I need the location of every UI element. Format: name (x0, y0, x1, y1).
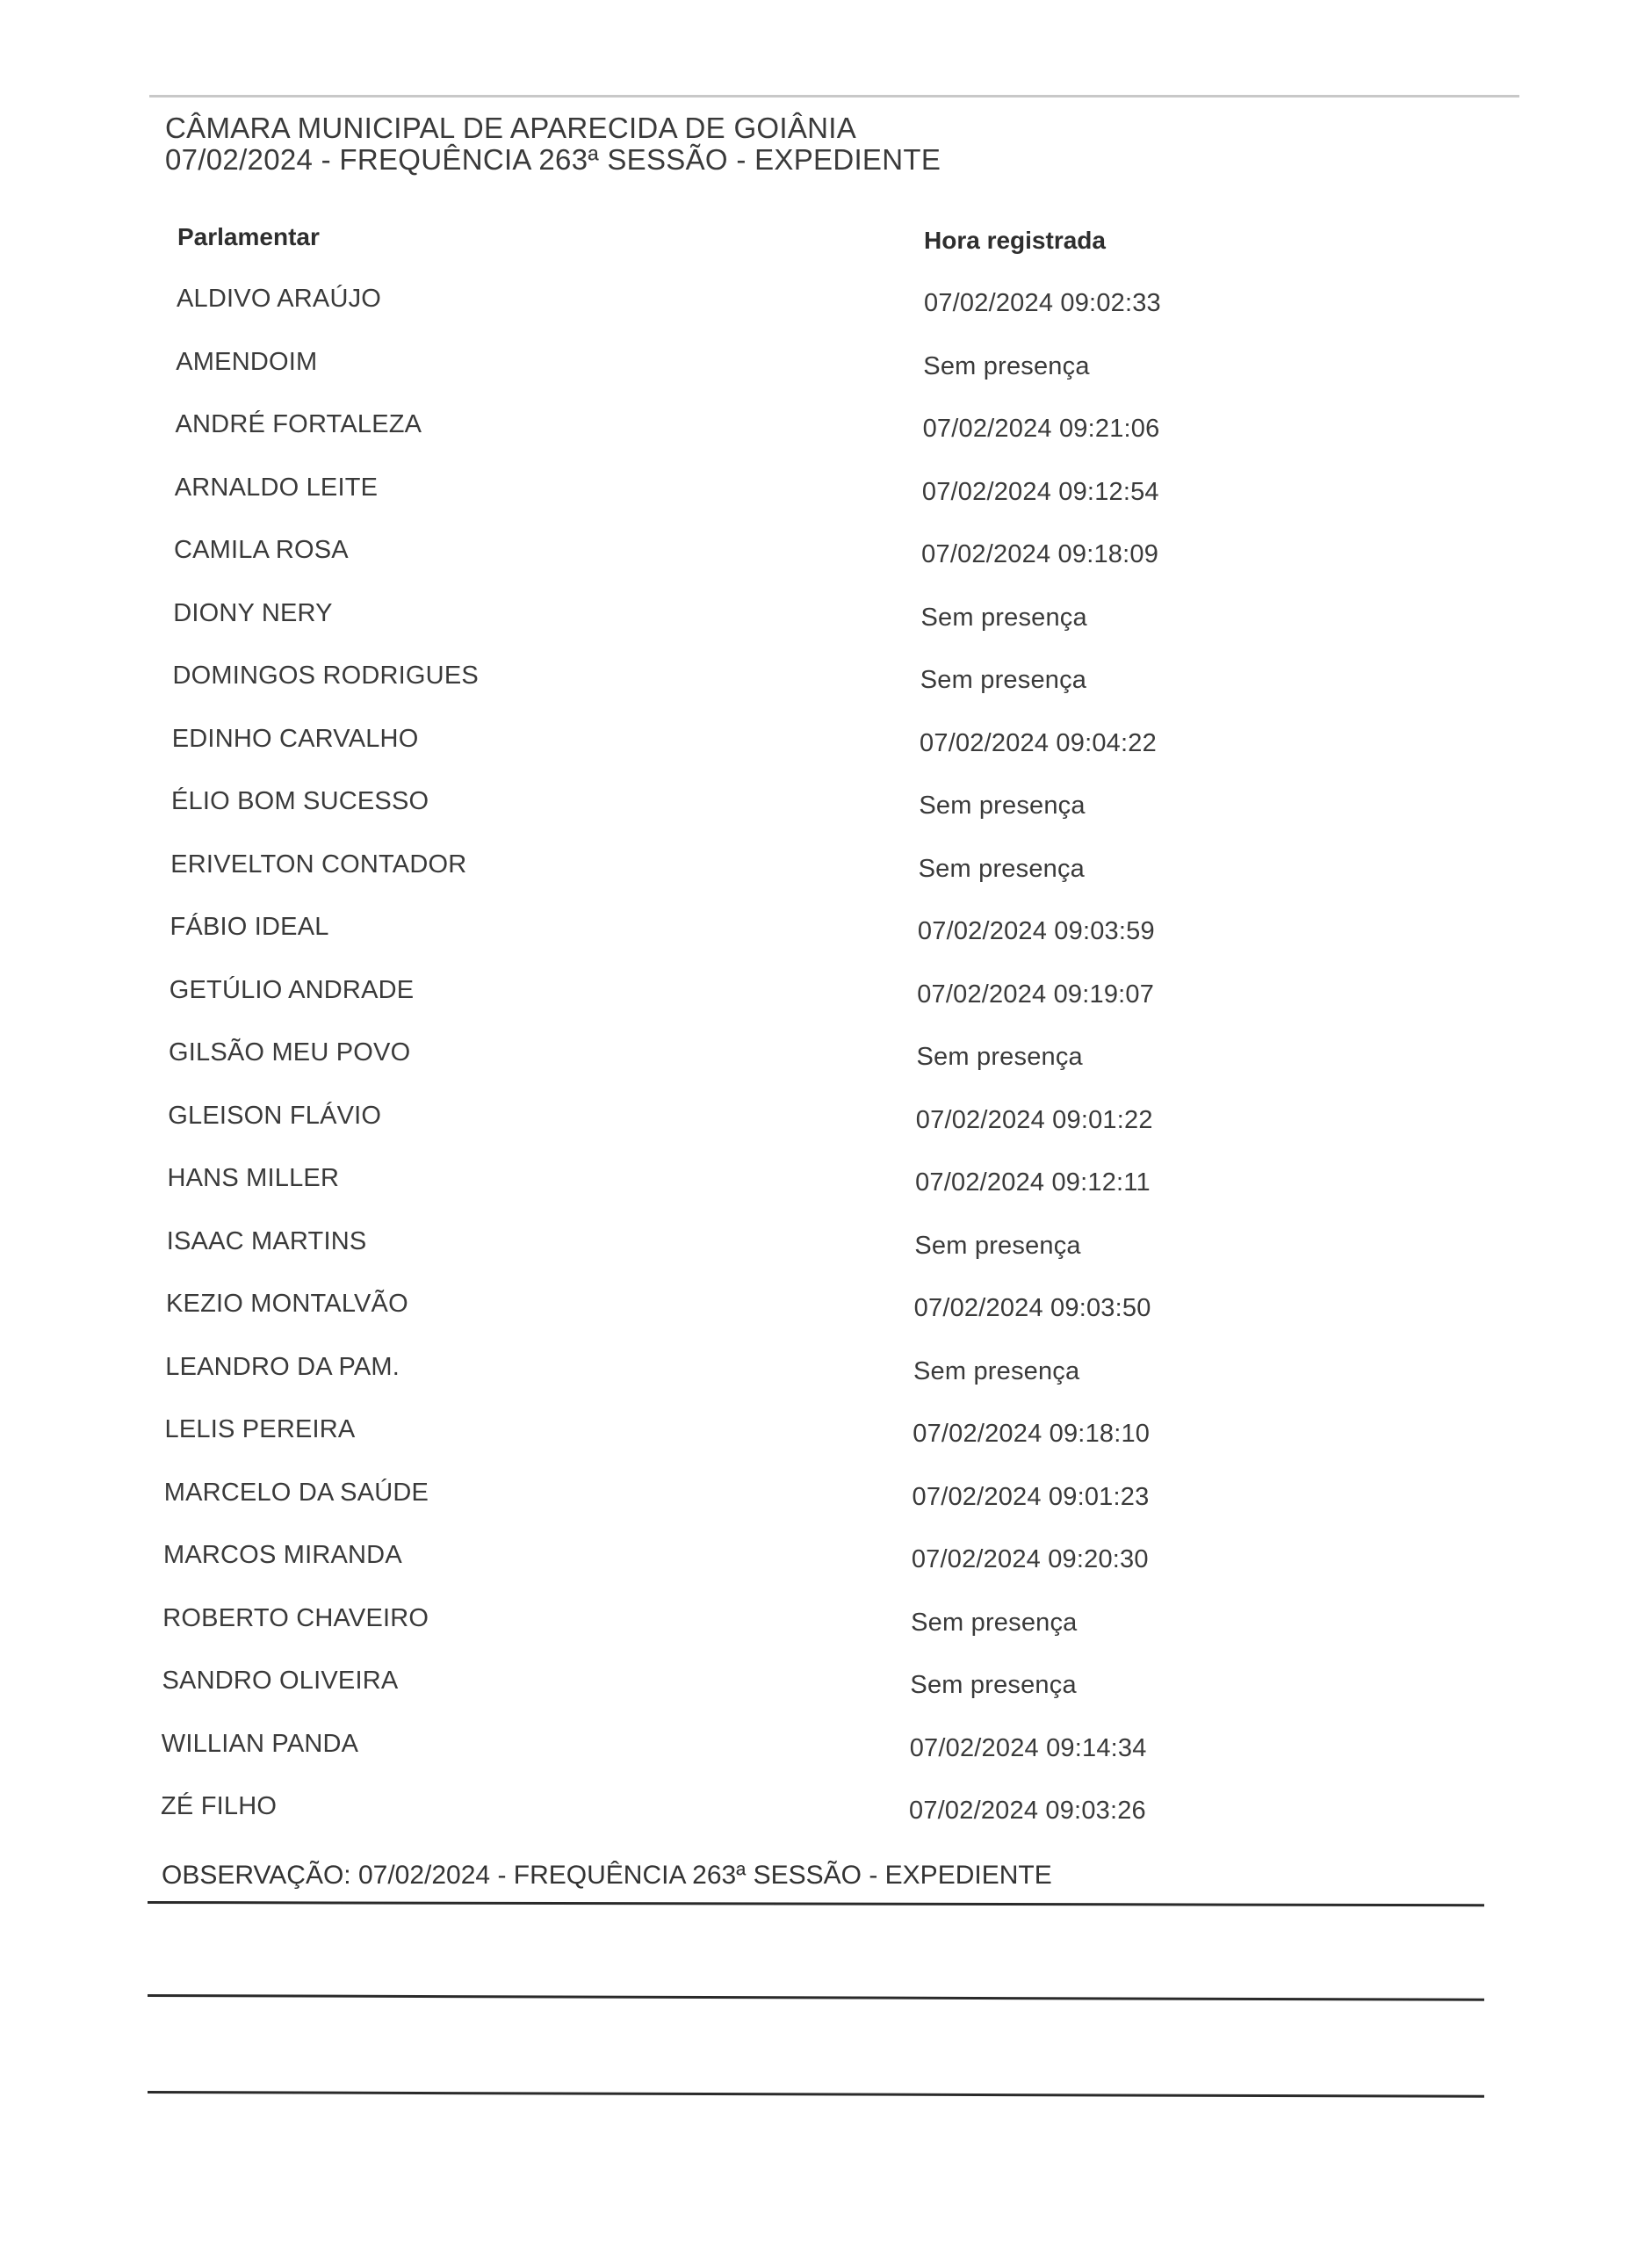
signature-line (148, 1901, 1484, 1906)
parlamentar-name: FÁBIO IDEAL (170, 913, 329, 941)
parlamentar-name: ROBERTO CHAVEIRO (162, 1603, 429, 1632)
observacao-text: OBSERVAÇÃO: 07/02/2024 - FREQUÊNCIA 263ª SESSÃO - EXPEDIENTE (162, 1861, 1052, 1890)
hora-registrada: Sem presença (920, 666, 1087, 694)
parlamentar-name: CAMILA ROSA (174, 536, 349, 564)
column-header-parlamentar: Parlamentar (177, 223, 320, 250)
parlamentar-name: EDINHO CARVALHO (171, 724, 419, 753)
hora-registrada: 07/02/2024 09:18:09 (921, 540, 1159, 568)
parlamentar-name: ERIVELTON CONTADOR (170, 850, 467, 879)
hora-registrada: 07/02/2024 09:12:11 (915, 1168, 1151, 1197)
hora-registrada: Sem presença (923, 351, 1090, 380)
hora-registrada: 07/02/2024 09:18:10 (913, 1420, 1151, 1448)
parlamentar-name: MARCOS MIRANDA (163, 1541, 402, 1569)
hora-registrada: 07/02/2024 09:03:59 (917, 917, 1155, 945)
parlamentar-name: GILSÃO MEU POVO (169, 1038, 411, 1067)
parlamentar-name: DOMINGOS RODRIGUES (172, 662, 479, 690)
hora-registrada: 07/02/2024 09:14:34 (909, 1733, 1147, 1762)
hora-registrada: 07/02/2024 09:03:50 (913, 1294, 1151, 1322)
parlamentar-name: WILLIAN PANDA (161, 1729, 359, 1758)
signature-line (148, 1994, 1484, 2001)
hora-registrada: 07/02/2024 09:01:22 (915, 1105, 1153, 1134)
parlamentar-name: ISAAC MARTINS (166, 1226, 367, 1255)
top-rule (149, 95, 1519, 98)
parlamentar-name: ZÉ FILHO (161, 1792, 278, 1820)
hora-registrada: Sem presença (919, 792, 1086, 820)
parlamentar-name: LEANDRO DA PAM. (165, 1352, 400, 1381)
column-header-hora-registrada: Hora registrada (924, 227, 1106, 254)
hora-registrada: Sem presença (916, 1043, 1083, 1071)
hora-registrada: 07/02/2024 09:12:54 (921, 477, 1159, 506)
parlamentar-name: MARCELO DA SAÚDE (163, 1478, 429, 1507)
parlamentar-name: ANDRÉ FORTALEZA (175, 410, 422, 438)
hora-registrada: Sem presença (914, 1231, 1081, 1260)
institution-title: CÂMARA MUNICIPAL DE APARECIDA DE GOIÂNIA (165, 112, 857, 144)
parlamentar-name: LELIS PEREIRA (164, 1415, 356, 1443)
hora-registrada: 07/02/2024 09:01:23 (912, 1482, 1150, 1511)
parlamentar-name: HANS MILLER (167, 1164, 340, 1192)
hora-registrada: 07/02/2024 09:19:07 (917, 980, 1155, 1009)
session-title: 07/02/2024 - FREQUÊNCIA 263ª SESSÃO - EXPEDIENTE (165, 143, 941, 176)
hora-registrada: 07/02/2024 09:03:26 (909, 1797, 1146, 1825)
hora-registrada: Sem presença (910, 1671, 1077, 1699)
signature-line (148, 2091, 1484, 2098)
parlamentar-name: ALDIVO ARAÚJO (177, 285, 382, 313)
hora-registrada: Sem presença (911, 1608, 1078, 1637)
parlamentar-name: GLEISON FLÁVIO (168, 1101, 382, 1130)
parlamentar-name: ARNALDO LEITE (174, 473, 379, 502)
parlamentar-name: SANDRO OLIVEIRA (162, 1667, 399, 1695)
hora-registrada: Sem presença (920, 603, 1087, 632)
parlamentar-name: DIONY NERY (173, 598, 333, 627)
hora-registrada: 07/02/2024 09:21:06 (922, 415, 1160, 443)
hora-registrada: 07/02/2024 09:04:22 (920, 728, 1157, 757)
document-header (165, 112, 941, 176)
hora-registrada: Sem presença (913, 1356, 1080, 1385)
parlamentar-name: KEZIO MONTALVÃO (166, 1290, 408, 1318)
parlamentar-name: ÉLIO BOM SUCESSO (171, 787, 429, 815)
parlamentar-name: GETÚLIO ANDRADE (169, 975, 415, 1004)
parlamentar-name: AMENDOIM (176, 347, 318, 376)
hora-registrada: 07/02/2024 09:02:33 (924, 289, 1161, 317)
hora-registrada: Sem presença (918, 854, 1086, 883)
hora-registrada: 07/02/2024 09:20:30 (911, 1545, 1149, 1573)
